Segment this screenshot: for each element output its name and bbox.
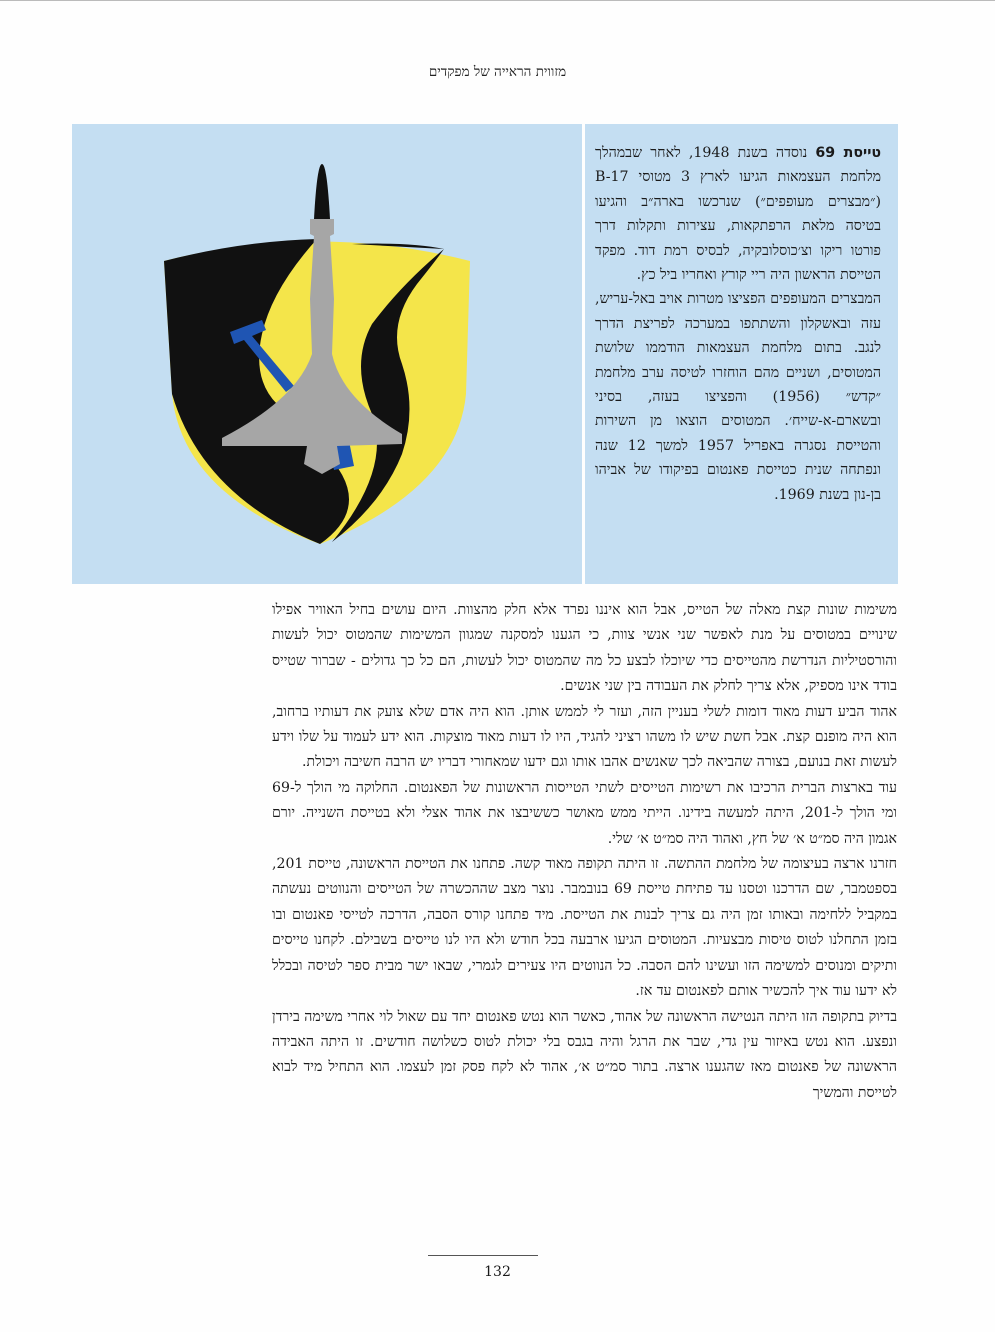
- body-paragraph: חזרנו ארצה בעיצומה של מלחמת ההתשה. זו היתה תקופה מאוד קשה. פתחנו את הטייסת הראשונה, טייסת 201, בספטמבר, שם הדרכנו וטסנו עד פתיחת טייסת 69 בנובמבר. נוצר מצב שההכשרה של הטייסים והנווטים נעשתה במקביל ללחימה ובאותו זמן היה גם צריך לבנות את הטייסת. מיד פתחנו קורס הסבה, הדרכה לטייסי פאנטום ובו בזמן התחלנו לטוס טיסות מבצעיות. המטוסים הגיעו ארבעה בכל חודש ולא היו לנו טייסים בשבילם. לקחנו טייסים ותיקים ומנוסים למשימה הזו ועשינו להם הסבה. כל הנווטים היו צעירים לגמרי, שבאו ישר מבית ספר לטיסה ובכלל לא ידעו עוד איך להכשיר אותם לפאנטום עד אז.: [272, 856, 897, 1000]
- page-top-edge: [0, 0, 995, 15]
- body-paragraph: אהוד הביע דעות מאוד דומות לשלי בעניין הזה, ועזר לי לממש אותן. הוא היה אדם שלא צועק את דעותיו ברחוב, הוא היה מופנם קצת. אבל חשת שיש לו משהו רציני להגיד, היו לו דעות מאוד מוצקות. הוא ידע לעמוד על שלו וידע לעשות זאת בנועם, בצורה שהביאה לכך שאנשים אהבו אותו וגם ידעו שמאחורי דבריו יש הרבה חשיבה ויכולת.: [272, 703, 897, 771]
- body-text: [272, 598, 897, 1106]
- page-number: 132: [484, 1264, 511, 1280]
- squadron-name: טייסת 69: [815, 145, 882, 161]
- footer-rule: [428, 1255, 538, 1256]
- sidebar-paragraph-2: המבצרים המעופפים הפציצו מטרות אויב באל-עריש, עזה ובאשקלון והשתתפו במערכה לפריצת הדרך לנגב. בתום מלחמת העצמאות הודממו שלושת המטוסים, ושניים מהם הוחזרו לטיסה ערב מלחמת ״קדש״ (1956) והפציצו בעזה, בסיני ובשארם-א-שייח׳. המטוסים הוצאו מן השירות והטייסת נסגרה באפריל 1957 למשך 12 שנה ונפתחה שנית כטייסת פאנטום בפיקודו של אביהו בן-נון בשנת 1969.: [595, 291, 881, 503]
- body-paragraph: משימות שונות קצת מאלה של הטייס, אבל הוא איננו נפרד אלא חלק מהצוות. היום עושים בחיל האוויר אפילו שינויים במטוסים על מנת לאפשר שני אנשי צוות, כי הגענו למסקנה שמגוון המשימות שהמטוס יכול לעשות והורסטיליות הנדרשת מהטייסים כדי שיוכלו לבצע כל מה שהמטוס יכול לעשות, הם כל כך גדולים - שברור שטייס בודד אינו מספיק, אלא צריך לחלק את העבודה בין שני אנשים.: [272, 602, 897, 695]
- sidebar-paragraph-1-text: נוסדה בשנת 1948, לאחר שבמהלך מלחמת העצמאות הגיעו לארץ 3 מטוסי B-17 (״מבצרים מעופפים״) שנרכשו בארה״ב והגיעו בטיסה מלאת הרפתקאות, עצירות ותקלות דרך פורטו ריקו וצ׳כוסלובקיה, לבסיס רמת דוד. מפקד הטייסת הראשון היה ריי קורץ ואחריו ביל כץ.: [595, 145, 882, 284]
- sidebar-paragraph-1: [595, 141, 881, 287]
- squadron-emblem: [72, 124, 582, 584]
- body-paragraph: עוד בארצות הברית הרכיבו את רשימות הטייסים לשתי הטייסות הראשונות של הפאנטום. החלוקה מי הולך ל-69 ומי הולך ל-201, היתה למעשה בידינו. הייתי ממש מאושר כששיבצו את אהוד אצלי ולא בטייסת השנייה. יורם אגמון היה סמ״ט א׳ של חץ, ואהוד היה סמ״ט א׳ שלי.: [272, 779, 897, 847]
- squadron-info-sidebar: [585, 124, 898, 584]
- body-paragraph: בדיוק בתקופה הזו היתה הנטישה הראשונה של אהוד, כאשר הוא נטש פאנטום יחד עם שאול לוי אחרי משימה בירדן ונפצע. הוא נטש באיזור עין גדי, שבר את הרגל והיה בגבס בלי יכולת לטוס כשלושה חודשים. זו היתה האבידה הראשונה של פאנטום מאז שהגענו ארצה. בתור סמ״ט א׳, אהוד לא לקח פסק זמן לעצמו. הוא התחיל מיד לבוא לטייסת והמשיך: [272, 1008, 897, 1101]
- running-head: מזווית הראייה של מפקדים: [428, 64, 567, 80]
- squadron-emblem-panel: [72, 124, 582, 584]
- rocket-nose-icon: [314, 164, 330, 219]
